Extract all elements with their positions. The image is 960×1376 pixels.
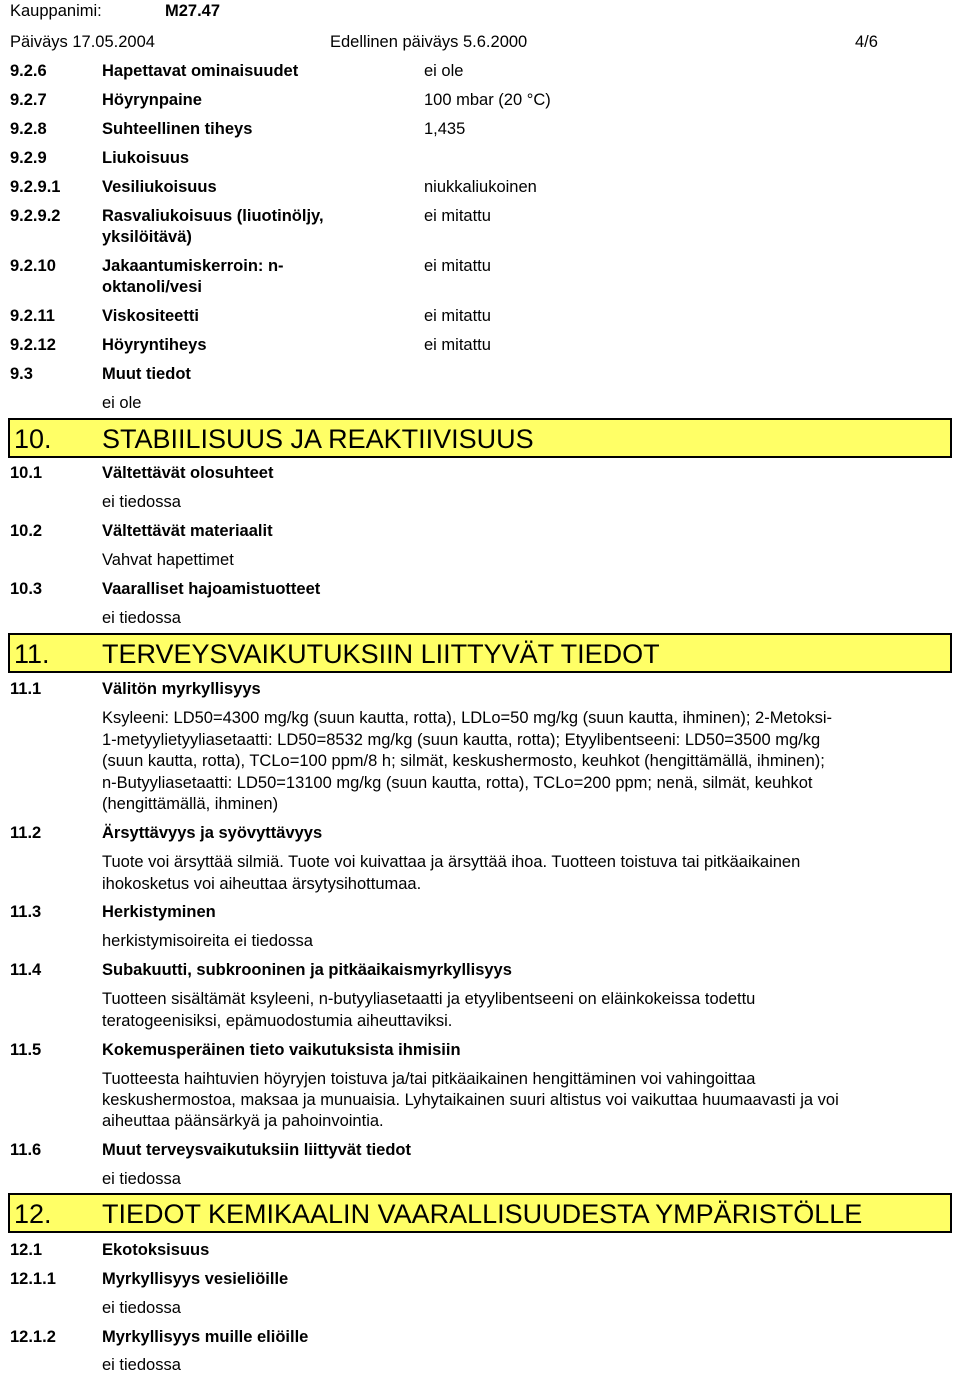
paragraph-line: Tuote voi ärsyttää silmiä. Tuote voi kuivattaa ja ärsyttää ihoa. Tuotteen toistuva tai pitkäaikainen — [102, 853, 801, 871]
row-number: 11.6 — [10, 1141, 42, 1159]
section-12-heading — [8, 1193, 952, 1233]
row-number: 9.2.10 — [10, 257, 56, 275]
row-number: 12.1.2 — [10, 1328, 56, 1346]
row-number: 9.2.7 — [10, 91, 47, 109]
row-value: 1,435 — [424, 120, 466, 138]
section-10-heading — [8, 418, 952, 458]
row-number: 9.2.12 — [10, 336, 56, 354]
row-label: Myrkyllisyys muille eliöille — [102, 1328, 309, 1346]
row-label: Vältettävät materiaalit — [102, 522, 273, 540]
row-number: 11.1 — [10, 680, 42, 698]
row-value: ei ole — [424, 62, 464, 80]
row-number: 12.1.1 — [10, 1270, 56, 1288]
paragraph-line: n-Butyyliasetaatti: LD50=13100 mg/kg (suun kautta, rotta), TCLo=200 ppm; nenä, silmät, keuhkot — [102, 774, 813, 792]
paragraph-line: Ksyleeni: LD50=4300 mg/kg (suun kautta, rotta), LDLo=50 mg/kg (suun kautta, ihminen); 2-Metoksi- — [102, 709, 833, 727]
paragraph-line: (hengittämällä, ihminen) — [102, 795, 279, 813]
row-value: niukkaliukoinen — [424, 178, 537, 196]
row-number: 10.2 — [10, 522, 43, 540]
row-number: 9.2.9 — [10, 149, 47, 167]
paragraph-line: 1-metyylietyyliasetaatti: LD50=8532 mg/kg (suun kautta, rotta); Etyylibentseeni: LD50=3500 mg/kg — [102, 731, 821, 749]
row-number: 11.4 — [10, 961, 42, 979]
section-title: TIEDOT KEMIKAALIN VAARALLISUUDESTA YMPÄRISTÖLLE — [102, 1199, 863, 1229]
row-number: 10.1 — [10, 464, 43, 482]
row-label: Välitön myrkyllisyys — [102, 680, 261, 698]
row-value: Vahvat hapettimet — [102, 551, 234, 569]
row-label: Suhteellinen tiheys — [102, 120, 253, 138]
row-label: Vaaralliset hajoamistuotteet — [102, 580, 321, 598]
row-value: ei tiedossa — [102, 609, 181, 627]
section-title: TERVEYSVAIKUTUKSIIN LIITTYVÄT TIEDOT — [102, 639, 660, 669]
row-label: Vältettävät olosuhteet — [102, 464, 274, 482]
row-label: Ärsyttävyys ja syövyttävyys — [102, 824, 323, 842]
section-title: STABIILISUUS JA REAKTIIVISUUS — [102, 424, 534, 454]
row-label-continued: oktanoli/vesi — [102, 278, 202, 296]
row-number: 9.2.11 — [10, 307, 55, 325]
row-value: ei tiedossa — [102, 1356, 181, 1374]
row-number: 11.5 — [10, 1041, 42, 1059]
row-label: Herkistyminen — [102, 903, 216, 921]
paragraph-line: Tuotteen sisältämät ksyleeni, n-butyyliasetaatti ja etyylibentseeni on eläinkokeissa todettu — [102, 990, 756, 1008]
row-label: Muut terveysvaikutuksiin liittyvät tiedot — [102, 1141, 411, 1159]
section-number: 10. — [14, 424, 52, 454]
row-label: Ekotoksisuus — [102, 1241, 210, 1259]
row-value: ei mitattu — [424, 307, 491, 325]
row-value: 100 mbar (20 °C) — [424, 91, 551, 109]
row-label: Kokemusperäinen tieto vaikutuksista ihmisiin — [102, 1041, 461, 1059]
date-label: Päiväys 17.05.2004 — [10, 33, 155, 51]
section-11-heading — [8, 633, 952, 673]
row-number: 11.2 — [10, 824, 42, 842]
row-number: 9.2.8 — [10, 120, 47, 138]
row-value: ei tiedossa — [102, 1299, 181, 1317]
paragraph-line: Tuotteesta haihtuvien höyryjen toistuva ja/tai pitkäaikainen hengittäminen voi vahingoittaa — [102, 1070, 756, 1088]
previous-date-label: Edellinen päiväys 5.6.2000 — [330, 33, 528, 51]
row-number: 9.2.6 — [10, 62, 47, 80]
section-number: 12. — [14, 1199, 52, 1229]
paragraph-line: keskushermostoa, maksaa ja munuaisia. Lyhytaikainen suuri altistus voi vaikuttaa huumaavasti ja voi — [102, 1091, 839, 1109]
row-number: 9.3 — [10, 365, 33, 383]
row-number: 10.3 — [10, 580, 43, 598]
section-number: 11. — [14, 639, 50, 669]
row-label: Jakaantumiskerroin: n- — [102, 257, 284, 275]
row-label: Rasvaliukoisuus (liuotinöljy, — [102, 207, 324, 225]
paragraph-line: aiheuttaa päänsärkyä ja pahoinvointia. — [102, 1112, 384, 1130]
row-label: Höyrynpaine — [102, 91, 202, 109]
row-label: Muut tiedot — [102, 365, 191, 383]
row-number: 12.1 — [10, 1241, 43, 1259]
row-value: ei tiedossa — [102, 493, 181, 511]
row-number: 9.2.9.1 — [10, 178, 61, 196]
row-label: Vesiliukoisuus — [102, 178, 217, 196]
row-label: Viskositeetti — [102, 307, 199, 325]
row-number: 9.2.9.2 — [10, 207, 61, 225]
row-value: herkistymisoireita ei tiedossa — [102, 932, 313, 950]
page-number: 4/6 — [855, 33, 878, 51]
product-name-value: M27.47 — [165, 2, 221, 20]
row-label: Hapettavat ominaisuudet — [102, 62, 299, 80]
row-value: ei tiedossa — [102, 1170, 181, 1188]
row-label: Subakuutti, subkrooninen ja pitkäaikaismyrkyllisyys — [102, 961, 512, 979]
row-value: ei mitattu — [424, 336, 491, 354]
row-label: Liukoisuus — [102, 149, 190, 167]
product-name-label: Kauppanimi: — [10, 2, 102, 20]
paragraph-line: teratogeenisiksi, epämuodostumia aiheuttaviksi. — [102, 1012, 453, 1030]
row-value: ei ole — [102, 394, 142, 412]
row-number: 11.3 — [10, 903, 42, 921]
row-label-continued: yksilöitävä) — [102, 228, 192, 246]
row-value: ei mitattu — [424, 257, 491, 275]
row-label: Myrkyllisyys vesieliöille — [102, 1270, 289, 1288]
row-value: ei mitattu — [424, 207, 491, 225]
paragraph-line: (suun kautta, rotta), TCLo=100 ppm/8 h; silmät, keskushermosto, keuhkot (hengittämällä, ihminen); — [102, 752, 825, 770]
row-label: Höyryntiheys — [102, 336, 207, 354]
paragraph-line: ihokosketus voi aiheuttaa ärsytysihottumaa. — [102, 875, 422, 893]
